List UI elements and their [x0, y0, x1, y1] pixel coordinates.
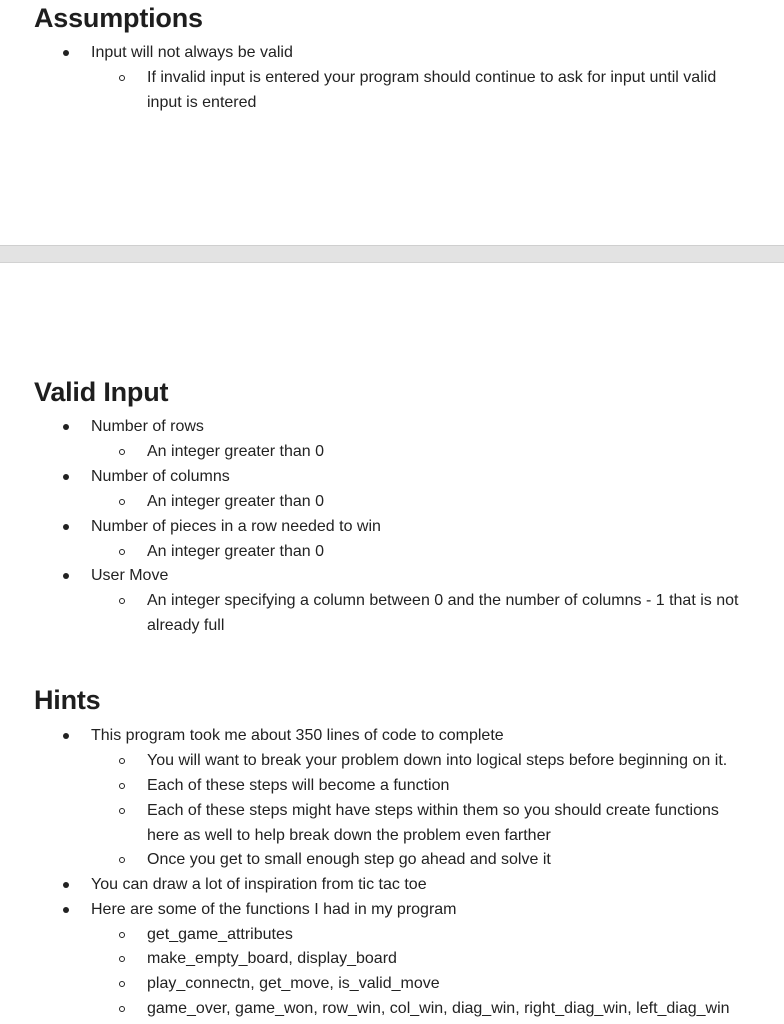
list-item: An integer greater than 0: [147, 443, 325, 460]
list-item-continuation: already full: [147, 617, 225, 634]
list-item: You will want to break your problem down into logical steps before beginning on it.: [147, 752, 728, 769]
circle-bullet-icon: [119, 1006, 125, 1012]
list-item: Each of these steps will become a function: [147, 777, 450, 794]
bullet-icon: [63, 524, 69, 530]
circle-bullet-icon: [119, 981, 125, 987]
bullet-icon: [63, 424, 69, 430]
list-item-continuation: here as well to help break down the problem even farther: [147, 827, 551, 844]
circle-bullet-icon: [119, 549, 125, 555]
list-item: An integer specifying a column between 0 and the number of columns - 1 that is not: [147, 592, 739, 609]
heading-hints: Hints: [34, 685, 101, 715]
list-item: Number of pieces in a row needed to win: [91, 518, 381, 535]
bullet-icon: [63, 882, 69, 888]
bullet-icon: [63, 50, 69, 56]
list-item: Each of these steps might have steps within them so you should create functions: [147, 802, 719, 819]
bullet-icon: [63, 573, 69, 579]
list-item: You can draw a lot of inspiration from tic tac toe: [91, 876, 427, 893]
list-item: An integer greater than 0: [147, 493, 325, 510]
circle-bullet-icon: [119, 449, 125, 455]
page-separator: [0, 245, 784, 263]
list-item: play_connectn, get_move, is_valid_move: [147, 975, 440, 992]
list-item-continuation: input is entered: [147, 94, 257, 111]
circle-bullet-icon: [119, 932, 125, 938]
circle-bullet-icon: [119, 499, 125, 505]
list-item: get_game_attributes: [147, 926, 293, 943]
circle-bullet-icon: [119, 75, 125, 81]
list-item: This program took me about 350 lines of code to complete: [91, 727, 504, 744]
list-item: game_over, game_won, row_win, col_win, diag_win, right_diag_win, left_diag_win: [147, 1000, 730, 1017]
bullet-icon: [63, 474, 69, 480]
list-item: User Move: [91, 567, 169, 584]
list-item: make_empty_board, display_board: [147, 950, 397, 967]
list-item: An integer greater than 0: [147, 543, 325, 560]
circle-bullet-icon: [119, 956, 125, 962]
list-item: If invalid input is entered your program should continue to ask for input until valid: [147, 69, 717, 86]
circle-bullet-icon: [119, 808, 125, 814]
document-page-1: [0, 0, 784, 245]
circle-bullet-icon: [119, 758, 125, 764]
circle-bullet-icon: [119, 783, 125, 789]
list-item: Number of rows: [91, 418, 204, 435]
circle-bullet-icon: [119, 857, 125, 863]
list-item: Here are some of the functions I had in my program: [91, 901, 457, 918]
bullet-icon: [63, 907, 69, 913]
bullet-icon: [63, 733, 69, 739]
heading-assumptions: Assumptions: [34, 3, 203, 33]
circle-bullet-icon: [119, 598, 125, 604]
list-item: Input will not always be valid: [91, 44, 293, 61]
heading-valid-input: Valid Input: [34, 377, 169, 407]
list-item: Number of columns: [91, 468, 230, 485]
list-item: Once you get to small enough step go ahead and solve it: [147, 851, 551, 868]
